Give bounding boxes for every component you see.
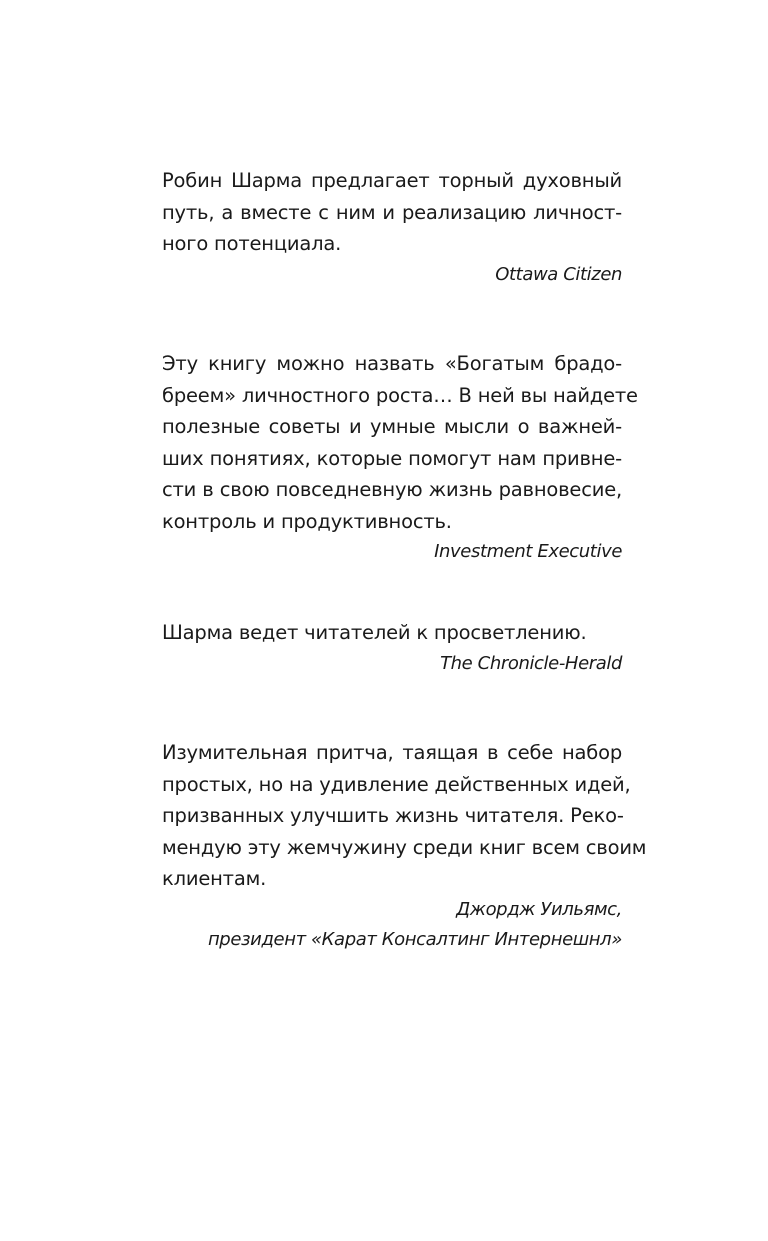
quote-line: бреем» личностного роста… В ней вы найдете — [162, 383, 638, 407]
review-source: The Chronicle-Herald — [440, 652, 622, 674]
quote-line: контроль и продуктивность. — [162, 509, 452, 533]
quote-line: полезные советы и умные мысли о важней- — [162, 415, 622, 438]
quote-line: сти в свою повседневную жизнь равновесие, — [162, 478, 622, 501]
review-george-williams — [162, 737, 647, 955]
quote-line: ного потенциала. — [162, 232, 342, 255]
review-investment-executive — [162, 348, 638, 567]
quote-line: Шарма ведет читателей к просветлению. — [162, 621, 587, 644]
quote-line: ших понятиях, которые помогут нам привне- — [162, 446, 622, 470]
review-quote — [162, 165, 622, 260]
review-source-title: президент «Карат Консалтинг Интернешнл» — [207, 928, 622, 950]
review-ottawa-citizen — [162, 165, 622, 290]
review-chronicle-herald — [162, 617, 622, 679]
review-quote — [162, 737, 647, 895]
review-source-name: Джордж Уильямс, — [456, 898, 622, 920]
review-quote — [162, 617, 622, 649]
quote-line: путь, а вместе с ним и реализацию личност- — [162, 200, 622, 224]
quote-line: мендую эту жемчужину среди книг всем своим — [162, 835, 647, 859]
review-source: Investment Executive — [434, 541, 622, 562]
quote-line: призванных улучшить жизнь читателя. Реко- — [162, 804, 624, 827]
quote-line: Робин Шарма предлагает торный духовный — [162, 169, 622, 192]
quote-line: Изумительная притча, таящая в себе набор — [162, 741, 622, 764]
quote-line: клиентам. — [162, 867, 267, 890]
review-quote — [162, 348, 638, 537]
quote-line: Эту книгу можно назвать «Богатым брадо- — [162, 352, 622, 375]
quote-line: простых, но на удивление действенных идей, — [162, 772, 631, 796]
review-source: Ottawa Citizen — [495, 263, 622, 285]
